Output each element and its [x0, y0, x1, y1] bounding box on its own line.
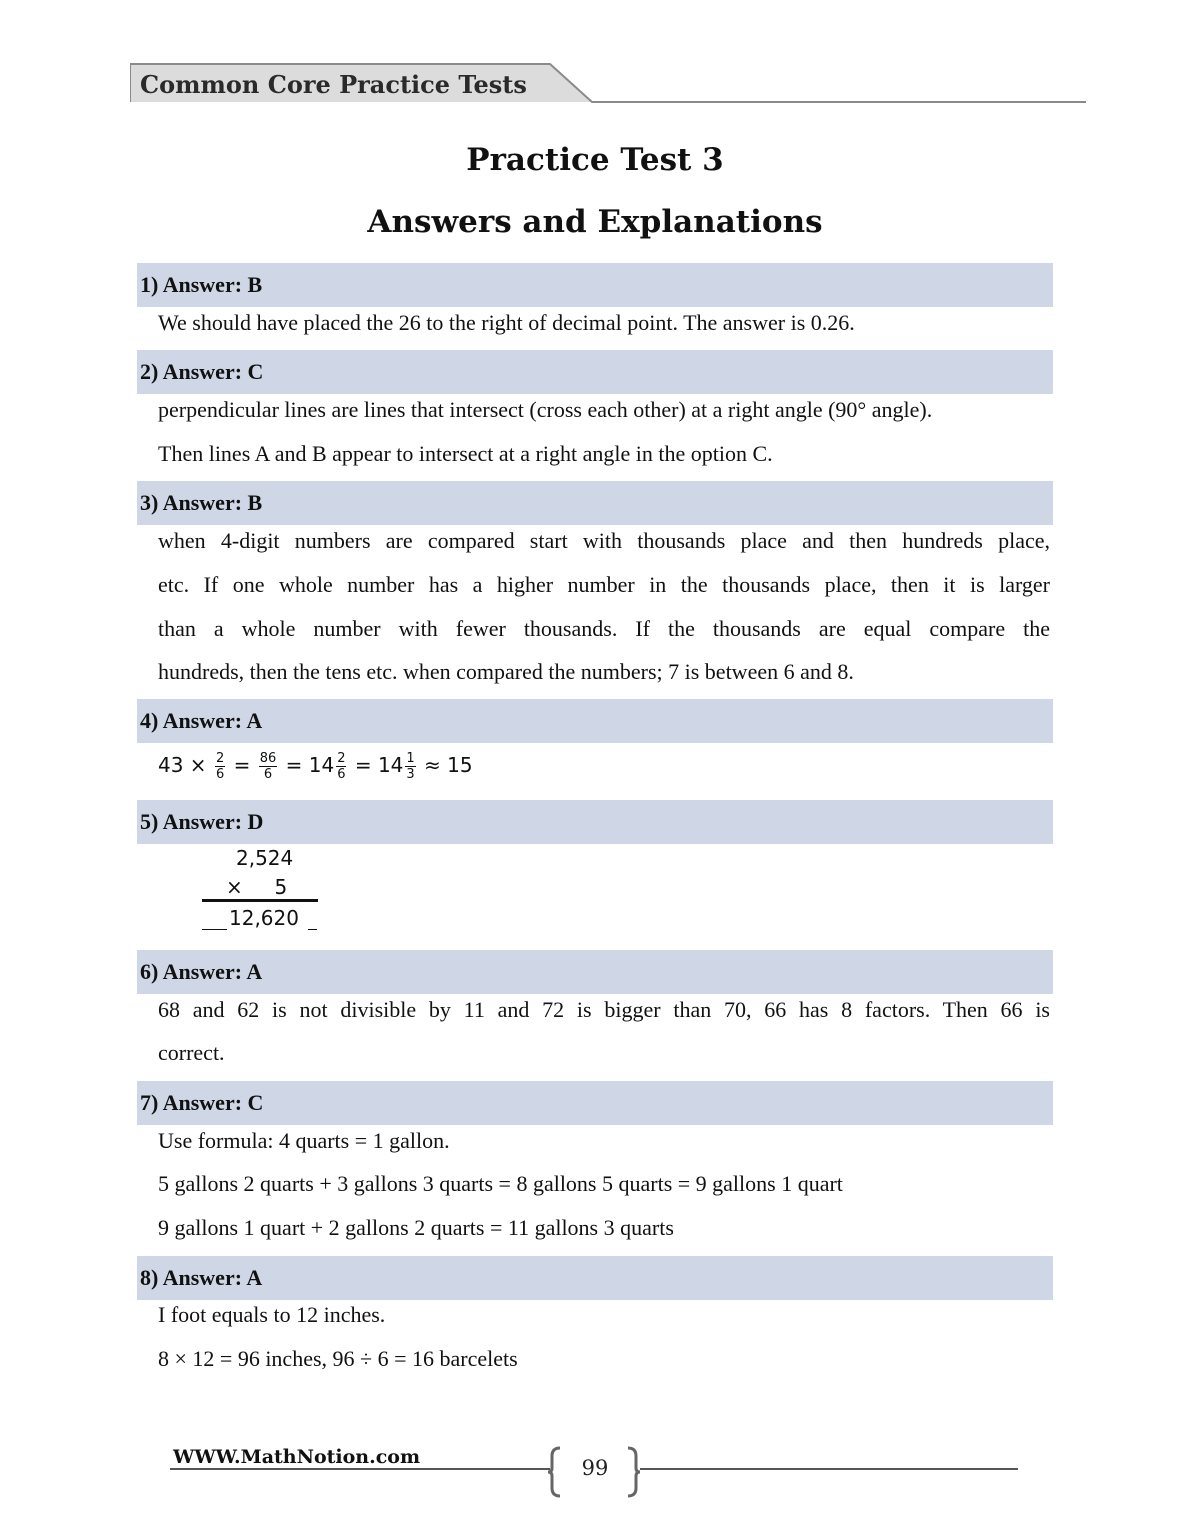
footer-url: WWW.MathNotion.com [173, 1446, 421, 1468]
explanation-line: 8 × 12 = 96 inches, 96 ÷ 6 = 16 barcelets [158, 1346, 518, 1371]
explanation-line: perpendicular lines are lines that intersect (cross each other) at a right angle (90° angle). [158, 397, 933, 422]
explanation-line: I foot equals to 12 inches. [158, 1302, 386, 1327]
explanation-line: We should have placed the 26 to the right of decimal point. The answer is 0.26. [158, 310, 855, 335]
answer-label: 6) Answer: A [140, 959, 263, 984]
math-term: = 14 [285, 753, 335, 777]
explanation-line: 68 and 62 is not divisible by 11 and 72 is bigger than 70, 66 has 8 factors. Then 66 is [158, 997, 1050, 1022]
math-expression [158, 743, 1050, 787]
explanation-line: Use formula: 4 quarts = 1 gallon. [158, 1128, 450, 1153]
explanation-line: 5 gallons 2 quarts + 3 gallons 3 quarts = 8 gallons 5 quarts = 9 gallons 1 quart [158, 1171, 843, 1196]
explanation-line: when 4-digit numbers are compared start with thousands place and then hundreds place, [158, 528, 1050, 553]
mult-rule [202, 899, 318, 902]
explanation-line: correct. [158, 1040, 225, 1065]
mult-top: 2,524 [236, 846, 294, 870]
answer-label: 1) Answer: B [140, 272, 263, 297]
explanation-line: etc. If one whole number has a higher number in the thousands place, then it is larger [158, 572, 1050, 597]
mult-underline [202, 929, 227, 930]
answer-label: 2) Answer: C [140, 359, 264, 384]
math-term: 43 × [158, 753, 207, 777]
mult-result: 12,620 [229, 906, 299, 930]
mult-multiplier: × 5 [226, 875, 288, 899]
fraction: $\frac{86}{6}$ [259, 751, 277, 782]
math-term: ≈ 15 [424, 753, 473, 777]
page-number: 99 [581, 1456, 609, 1480]
answer-band [137, 800, 1053, 844]
answer-label: 8) Answer: A [140, 1265, 263, 1290]
mult-underline [308, 929, 317, 930]
page-subtitle: Answers and Explanations [367, 204, 823, 240]
fraction: $\frac{2}{6}$ [215, 751, 225, 782]
footer-rule [640, 1468, 1018, 1470]
page-title: Practice Test 3 [466, 142, 724, 178]
explanation-line: than a whole number with fewer thousands. If the thousands are equal compare the [158, 616, 1050, 641]
explanation-line: hundreds, then the tens etc. when compared the numbers; 7 is between 6 and 8. [158, 659, 854, 684]
fraction: $\frac{1}{3}$ [406, 751, 415, 782]
answer-label: 5) Answer: D [140, 809, 264, 834]
fraction: $\frac{2}{6}$ [337, 751, 346, 782]
answer-label: 4) Answer: A [140, 708, 263, 733]
math-term: = [233, 753, 251, 777]
footer-rule [170, 1468, 550, 1470]
math-term: = 14 [354, 753, 404, 777]
header-title: Common Core Practice Tests [140, 70, 527, 99]
answer-band [137, 699, 1053, 743]
answer-label: 7) Answer: C [140, 1090, 264, 1115]
explanation-line: Then lines A and B appear to intersect at a right angle in the option C. [158, 441, 773, 466]
explanation-line: 9 gallons 1 quart + 2 gallons 2 quarts = 11 gallons 3 quarts [158, 1215, 674, 1240]
answer-label: 3) Answer: B [140, 490, 263, 515]
